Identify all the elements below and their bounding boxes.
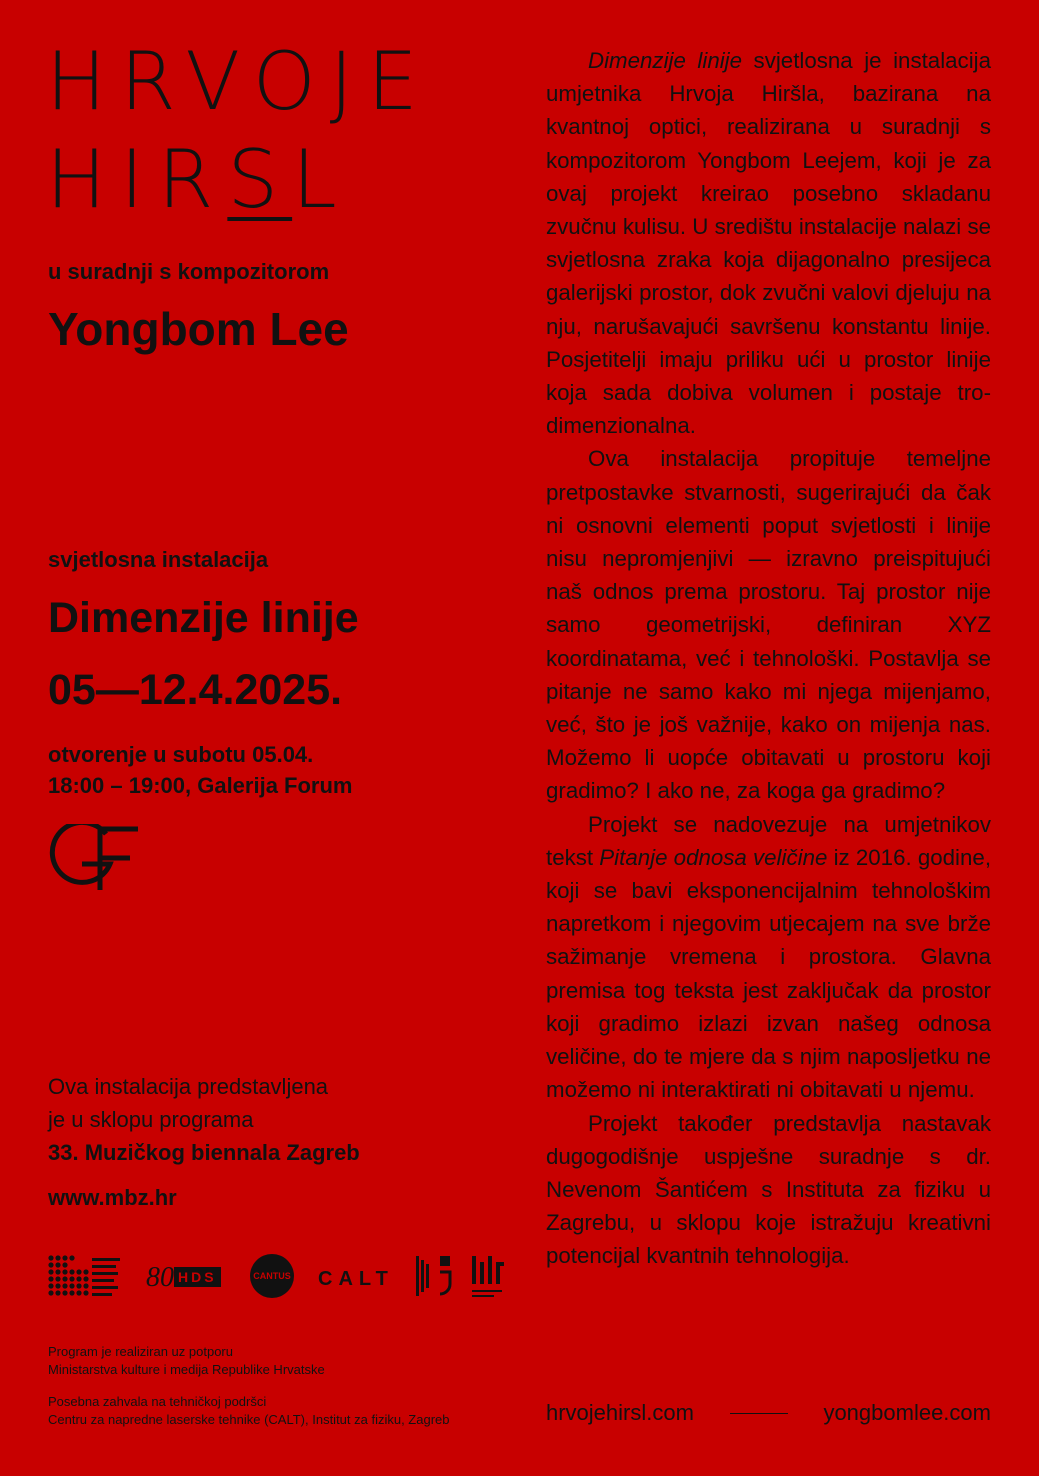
program-line-1: Ova instalacija predstavljena	[48, 1074, 329, 1099]
opening-info	[48, 740, 353, 802]
website-link[interactable]: www.mbz.hr	[48, 1185, 177, 1210]
institute-logo-icon	[472, 1254, 506, 1300]
cantus-logo: CANTUS	[250, 1254, 294, 1298]
footer-links	[546, 1400, 991, 1426]
artist-name-line2: HIRSL	[46, 133, 351, 226]
artist-name-line1: HRVOJE	[46, 35, 432, 128]
divider	[730, 1413, 788, 1414]
exhibition-dates: 05—12.4.2025.	[48, 666, 343, 714]
mbz-logo-icon	[48, 1254, 124, 1300]
ministry-logo-icon	[416, 1254, 456, 1300]
galerija-forum-logo-icon	[48, 824, 140, 892]
artist-website-link[interactable]: hrvojehirsl.com	[546, 1400, 694, 1425]
support-line-2: Ministarstva kulture i medija Republike Hrvatske	[48, 1362, 325, 1378]
thanks-line-2: Centru za napredne laserske tehnike (CALT), Institut za fiziku, Zagreb	[48, 1412, 450, 1428]
hds-logo: 80 HDS	[146, 1262, 221, 1294]
composer-name: Yongbom Lee	[48, 303, 349, 355]
support-note	[48, 1343, 325, 1379]
thanks-note	[48, 1393, 450, 1429]
program-line-2: je u sklopu programa	[48, 1107, 254, 1132]
biennale-name: 33. Muzičkog biennala Zagreb	[48, 1140, 360, 1165]
collaboration-label: u suradnji s kompozitorom	[48, 259, 330, 284]
sponsor-logos	[48, 1252, 508, 1302]
opening-time-venue: 18:00 – 19:00, Galerija Forum	[48, 772, 353, 798]
composer-website-link[interactable]: yongbomlee.com	[823, 1400, 991, 1425]
paragraph-4: Projekt također predstavlja nastavak dugogodišnje uspješne suradnje s dr. Nevenom Šantićem s Instituta za fiziku u Zagrebu, u sklopu koje istražuju kreativni potencijal kvantnih tehnologija.	[546, 1110, 991, 1269]
description-text	[546, 44, 991, 1273]
support-line-1: Program je realiziran uz potporu	[48, 1344, 233, 1359]
opening-date: otvorenje u subotu 05.04.	[48, 742, 314, 767]
thanks-line-1: Posebna zahvala na tehničkoj podršci	[48, 1394, 267, 1409]
paragraph-1: Dimenzije linije svjetlosna je instalacija umjetnika Hrvoja Hiršla, bazirana na kvantnoj optici, realizirana u suradnji s kompozitorom Yongbom Leejem, koji je za ovaj projekt kreirao posebno skladanu zvučnu kulisu. U središtu instalacije nalazi se svjetlosna zraka koja dijagonalno presijeca galerijski prostor, dok zvučni valovi djeluju na nju, narušavajući savršenu konstantu linije. Posjetitelji imaju priliku ući u prostor linije koja sada dobiva volumen i postaje trodimenzionalna.	[546, 48, 991, 439]
work-title: Dimenzije linije	[48, 594, 359, 642]
paragraph-3: Projekt se nadovezuje na umjetnikov tekst Pitanje odnosa veličine iz 2016. godine, koji se bavi eksponencijalnim tehnološkim napretkom i njegovim utjecajem na sve brže sažimanje vremena i prostora. Glavna premisa tog teksta jest zaključak da prostor koji gradimo izlazi izvan našeg odnosa veličine, do te mjere da s njim naposljetku ne možemo ni interaktirati ni obitavati u njemu.	[546, 811, 992, 1103]
paragraph-2: Ova instalacija propituje temeljne pretpostavke stvarnosti, sugerirajući da čak ni osnovni elementi poput svjetlosti i linije nisu nepromjenjivi — izravno preispitujući naš odnos prema prostoru. Taj prostor nije samo geometrijski, definiran XYZ koordinatama, već i tehnološki. Postavlja se pitanje ne samo kako mi njega mijenjamo, već, što je još važnije, kako on mijenja nas. Možemo li uopće obitavati u prostoru koji gradimo? I ako ne, za koga ga gradimo?	[546, 446, 991, 804]
installation-type: svjetlosna instalacija	[48, 547, 269, 572]
calt-logo: CALT	[318, 1268, 394, 1290]
program-info	[48, 1070, 360, 1169]
